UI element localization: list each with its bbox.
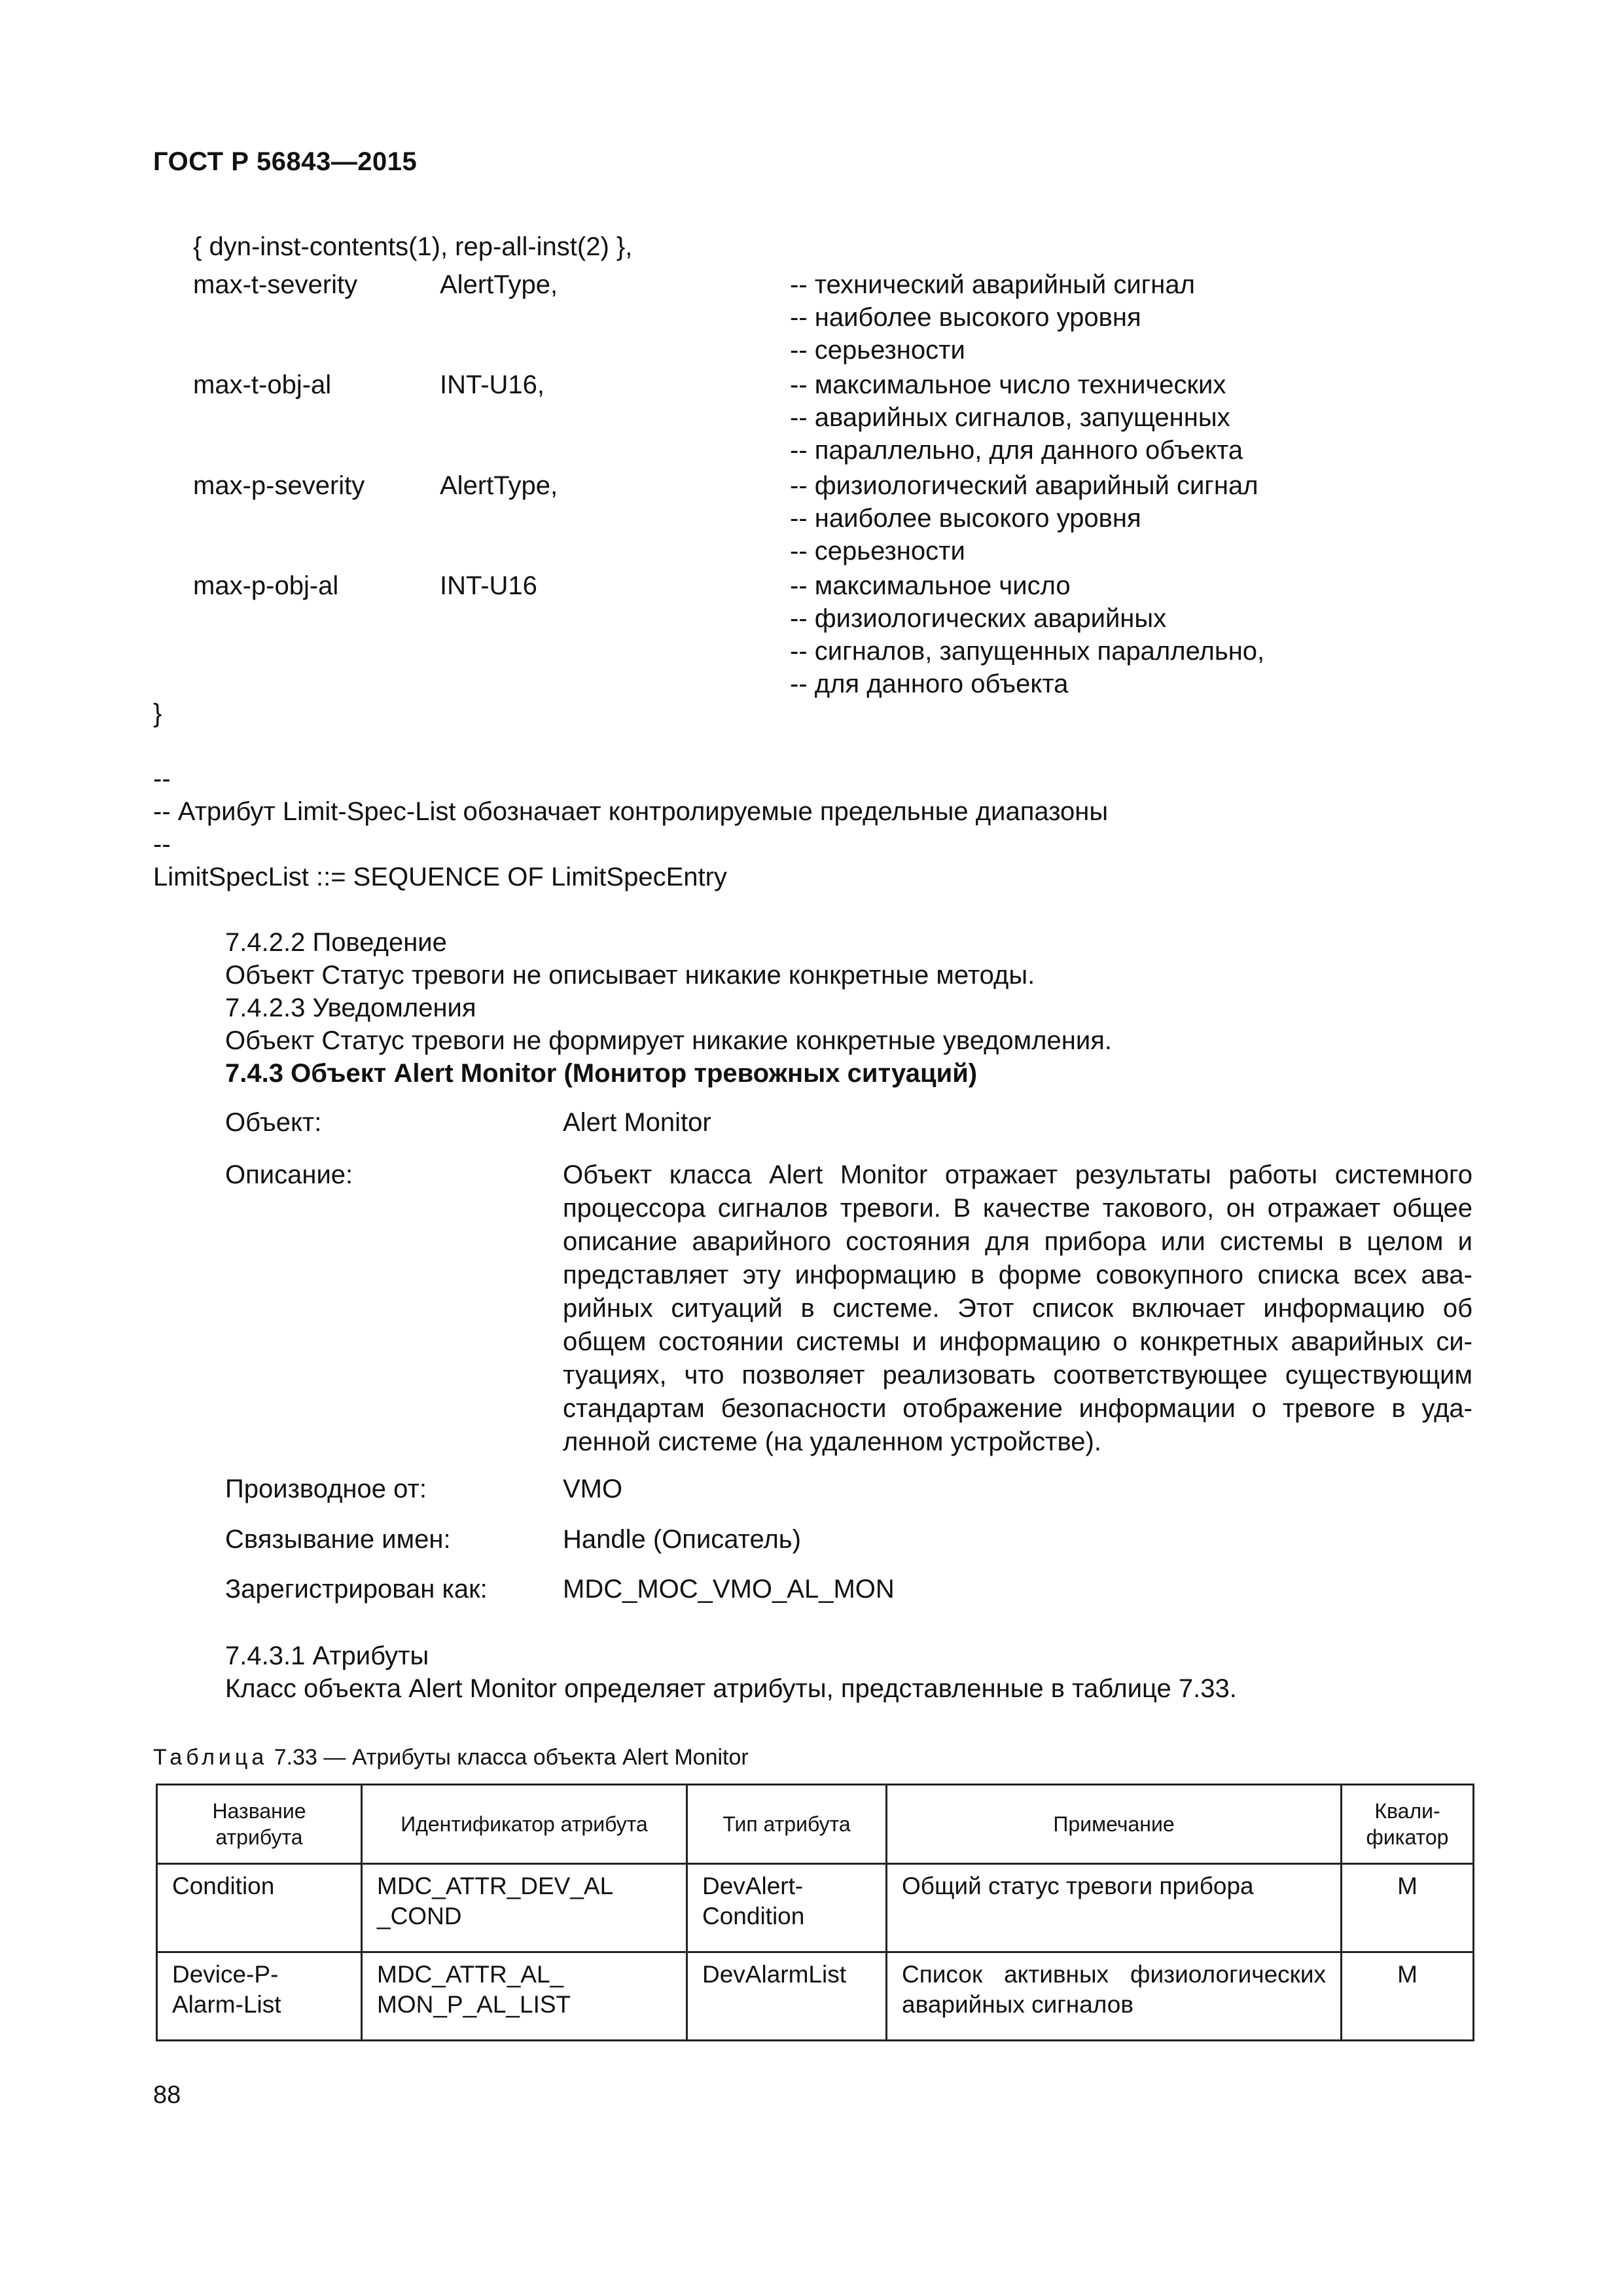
code-comment-line: -- серьезности: [790, 537, 965, 565]
notifications-text: Объект Статус тревоги не формирует никакие конкретные уведомления.: [225, 1026, 1112, 1055]
header-attribute-name: Название атрибута: [157, 1785, 362, 1864]
notifications-heading: 7.4.2.3 Уведомления: [225, 994, 476, 1022]
code-field-type: AlertType,: [440, 471, 558, 500]
description-line: представляет эту информацию в форме совокупного списка всех ава-: [563, 1261, 1472, 1289]
code-field-name: max-t-severity: [193, 270, 358, 299]
description-paragraph: [563, 1158, 1472, 1459]
naming-label: Связывание имен:: [225, 1525, 451, 1554]
code-comment-line: -- аварийных сигналов, запущенных: [790, 403, 1230, 432]
description-line: Объект класса Alert Monitor отражает результаты работы системного: [563, 1160, 1472, 1189]
code-field-type: INT-U16: [440, 571, 537, 600]
table-row: [157, 1952, 1474, 2041]
cell-attribute-name: Device-P- Alarm-List: [157, 1952, 362, 2041]
code-field-type: AlertType,: [440, 270, 558, 299]
cell-qualifier: M: [1342, 1952, 1474, 2041]
table-caption-prefix: Таблица: [153, 1745, 268, 1770]
derived-label: Производное от:: [225, 1475, 427, 1503]
object-label: Объект:: [225, 1108, 322, 1137]
code-comment-line: -- сигналов, запущенных параллельно,: [790, 637, 1265, 666]
code-limit-comment: -- Атрибут Limit-Spec-List обозначает контролируемые предельные диапазоны: [153, 797, 1109, 826]
description-label: Описание:: [225, 1160, 353, 1189]
description-line: общем состоянии системы и информацию о конкретных аварийных си-: [563, 1327, 1472, 1356]
object-value: Alert Monitor: [563, 1108, 711, 1137]
code-field-name: max-t-obj-al: [193, 370, 332, 399]
cell-attribute-type: DevAlert- Condition: [687, 1864, 887, 1952]
code-comment-line: -- наиболее высокого уровня: [790, 504, 1141, 533]
code-comment-line: -- серьезности: [790, 336, 965, 365]
code-comment-line: -- максимальное число технических: [790, 370, 1226, 399]
cell-attribute-type: DevAlarmList: [687, 1952, 887, 2041]
behavior-heading: 7.4.2.2 Поведение: [225, 928, 447, 957]
description-line: рийных ситуаций в системе. Этот список включает информацию об: [563, 1294, 1472, 1323]
document-header: ГОСТ Р 56843—2015: [153, 147, 418, 176]
registered-label: Зарегистрирован как:: [225, 1575, 488, 1604]
description-line: процессора сигналов тревоги. В качестве такового, он отражает общее: [563, 1194, 1472, 1223]
code-comment-line: -- физиологических аварийных: [790, 604, 1167, 633]
monitor-heading: 7.4.3 Объект Alert Monitor (Монитор тревожных ситуаций): [225, 1059, 978, 1088]
table-caption: [153, 1743, 749, 1772]
code-limit-def: LimitSpecList ::= SEQUENCE OF LimitSpecEntry: [153, 863, 727, 891]
header-attribute-type: Тип атрибута: [687, 1785, 887, 1864]
cell-qualifier: M: [1342, 1864, 1474, 1952]
table-row: [157, 1864, 1474, 1952]
header-note: Примечание: [887, 1785, 1342, 1864]
table-caption-title: 7.33 — Атрибуты класса объекта Alert Monitor: [268, 1745, 749, 1770]
page-number: 88: [153, 2081, 181, 2109]
cell-attribute-id: MDC_ATTR_DEV_AL _COND: [362, 1864, 687, 1952]
description-line: туациях, что позволяет реализовать соответствующее существующим: [563, 1361, 1472, 1390]
code-comment-line: -- для данного объекта: [790, 670, 1069, 698]
description-line: ленной системе (на удаленном устройстве).: [563, 1427, 1101, 1456]
header-qualifier: Квали- фикатор: [1342, 1785, 1474, 1864]
cell-note: Общий статус тревоги прибора: [887, 1864, 1342, 1952]
cell-attribute-name: Condition: [157, 1864, 362, 1952]
cell-attribute-id: MDC_ATTR_AL_ MON_P_AL_LIST: [362, 1952, 687, 2041]
code-field-name: max-p-obj-al: [193, 571, 339, 600]
derived-value: VMO: [563, 1475, 623, 1503]
code-field-type: INT-U16,: [440, 370, 545, 399]
code-dash: --: [153, 830, 171, 859]
attributes-heading: 7.4.3.1 Атрибуты: [225, 1641, 429, 1670]
code-comment-line: -- технический аварийный сигнал: [790, 270, 1195, 299]
table-header-row: [157, 1785, 1474, 1864]
description-line: стандартам безопасности отображение информации о тревоге в уда-: [563, 1394, 1472, 1423]
attributes-text: Класс объекта Alert Monitor определяет атрибуты, представленные в таблице 7.33.: [225, 1674, 1237, 1703]
code-dash: --: [153, 764, 171, 793]
code-open-line: { dyn-inst-contents(1), rep-all-inst(2) },: [193, 232, 633, 261]
code-comment-line: -- физиологический аварийный сигнал: [790, 471, 1258, 500]
description-line: описание аварийного состояния для прибора или системы в целом и: [563, 1227, 1472, 1256]
code-close-brace: }: [153, 699, 162, 728]
code-comment-line: -- параллельно, для данного объекта: [790, 436, 1243, 465]
code-field-name: max-p-severity: [193, 471, 365, 500]
naming-value: Handle (Описатель): [563, 1525, 801, 1554]
attributes-table: [156, 1784, 1474, 2041]
code-comment-line: -- наиболее высокого уровня: [790, 303, 1141, 332]
cell-note: Список активных физиологических аварийных сигналов: [887, 1952, 1342, 2041]
code-comment-line: -- максимальное число: [790, 571, 1071, 600]
registered-value: MDC_MOC_VMO_AL_MON: [563, 1575, 895, 1604]
header-attribute-id: Идентификатор атрибута: [362, 1785, 687, 1864]
behavior-text: Объект Статус тревоги не описывает никакие конкретные методы.: [225, 961, 1035, 990]
